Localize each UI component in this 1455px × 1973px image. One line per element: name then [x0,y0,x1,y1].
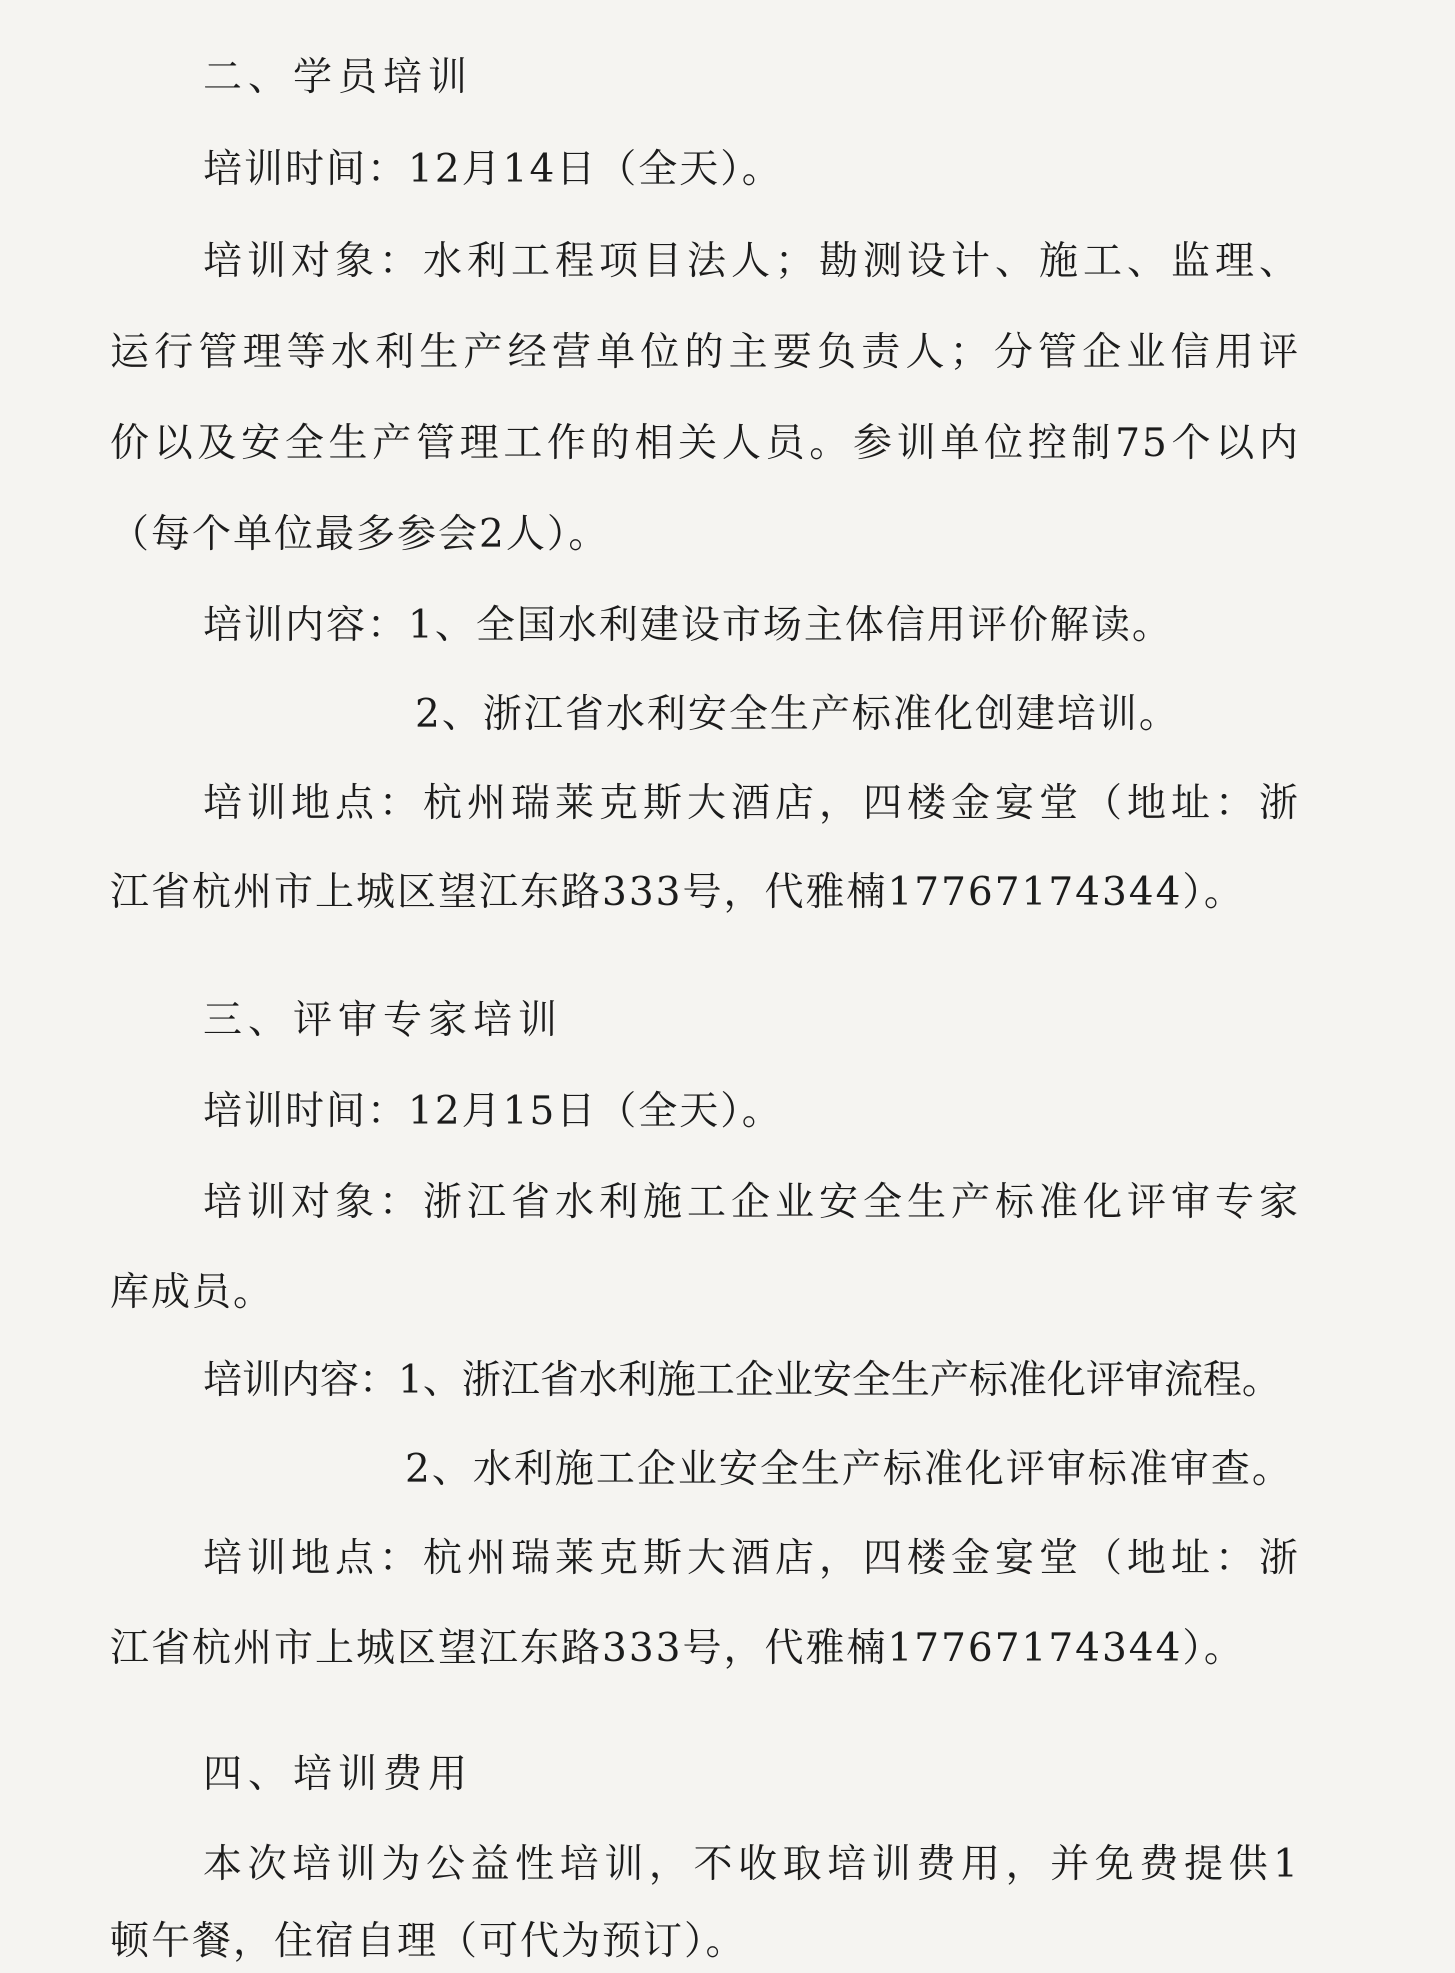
section-heading: 三、评审专家培训 [203,998,564,1043]
training-content-item: 2、浙江省水利安全生产标准化创建培训。 [415,692,1180,737]
training-target-cont: 库成员。 [110,1270,275,1315]
training-location-cont: 江省杭州市上城区望江东路333号，代雅楠17767174344）。 [110,1626,1245,1671]
section-heading: 四、培训费用 [203,1752,474,1797]
training-target-cont: 运行管理等水利生产经营单位的主要负责人；分管企业信用评 [110,330,1300,375]
training-time: 培训时间：12月14日（全天）。 [203,147,783,192]
training-content: 培训内容：1、全国水利建设市场主体信用评价解读。 [203,603,1173,648]
training-location: 培训地点：杭州瑞莱克斯大酒店，四楼金宴堂（地址：浙 [203,1536,1300,1581]
fee-description-cont: 顿午餐，住宿自理（可代为预订）。 [110,1919,747,1964]
training-target: 培训对象：浙江省水利施工企业安全生产标准化评审专家 [203,1180,1300,1225]
training-target-cont: 价以及安全生产管理工作的相关人员。参训单位控制75个以内 [110,421,1300,466]
training-location-cont: 江省杭州市上城区望江东路333号，代雅楠17767174344）。 [110,870,1245,915]
training-location: 培训地点：杭州瑞莱克斯大酒店，四楼金宴堂（地址：浙 [203,781,1300,826]
training-time: 培训时间：12月15日（全天）。 [203,1089,783,1134]
training-content-item: 2、水利施工企业安全生产标准化评审标准审查。 [405,1447,1293,1492]
training-target-cont: （每个单位最多参会2人）。 [110,512,610,557]
section-heading: 二、学员培训 [203,55,474,100]
training-content: 培训内容：1、浙江省水利施工企业安全生产标准化评审流程。 [203,1358,1281,1403]
fee-description: 本次培训为公益性培训，不收取培训费用，并免费提供1 [203,1842,1300,1887]
training-target: 培训对象：水利工程项目法人；勘测设计、施工、监理、 [203,239,1300,284]
